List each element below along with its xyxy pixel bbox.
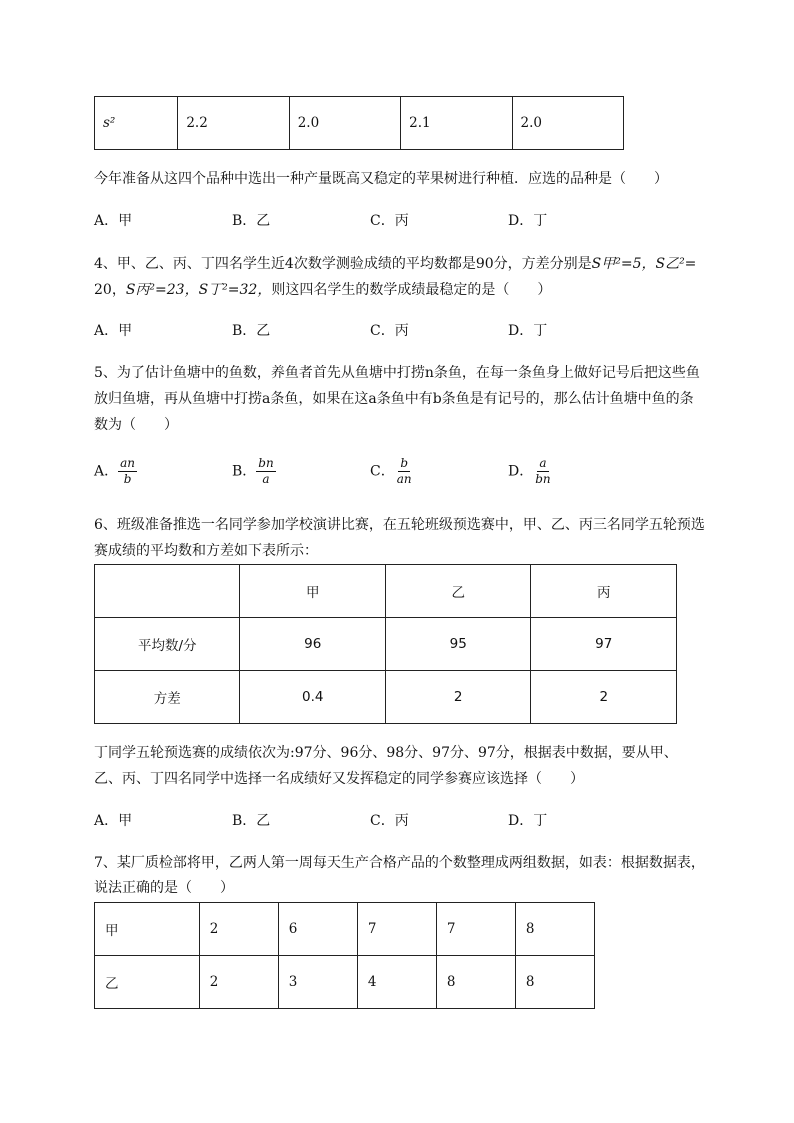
option-label: C． (370, 463, 395, 480)
q6-after-line1: 丁同学五轮预选赛的成绩依次为:97分、96分、98分、97分、97分，根据表中数据，要从甲、 (94, 745, 678, 761)
q6-option-a[interactable]: A．甲 (94, 813, 133, 829)
table-cell: 8 (515, 956, 594, 1009)
table-row (95, 903, 595, 956)
q3-option-c[interactable]: C．丙 (370, 213, 409, 229)
numerator: b (400, 456, 408, 470)
table-row (95, 671, 677, 724)
table-cell: 乙 (95, 956, 200, 1009)
numerator: an (120, 456, 136, 470)
table-cell: 3 (278, 956, 357, 1009)
q5-option-c[interactable] (370, 456, 414, 487)
q6-after-line2: 乙、丙、丁四名同学中选择一名成绩好又发挥稳定的同学参赛应该选择（ ） (94, 771, 584, 787)
table-cell: 97 (531, 618, 677, 671)
table-cell: 丙 (531, 565, 677, 618)
table-header-row (95, 565, 677, 618)
q6-option-b[interactable]: B．乙 (232, 813, 271, 829)
option-label: A． (94, 463, 119, 480)
table-cell: 2 (385, 671, 530, 724)
q6-score-table (94, 564, 677, 724)
table-cell: 2 (199, 956, 278, 1009)
q3-option-b[interactable]: B．乙 (232, 213, 271, 229)
table-cell: 方差 (95, 671, 240, 724)
table-cell: 7 (436, 903, 515, 956)
table-cell: s² (95, 97, 178, 150)
denominator: b (123, 472, 132, 486)
q3-option-d[interactable]: D．丁 (508, 213, 548, 229)
table-cell: 8 (515, 903, 594, 956)
denominator: a (262, 472, 270, 486)
fraction (533, 456, 552, 487)
table-cell (95, 565, 240, 618)
q4-option-a[interactable]: A．甲 (94, 323, 133, 339)
q6-option-d[interactable]: D．丁 (508, 813, 548, 829)
table-cell: 2.0 (512, 97, 623, 150)
q4-s-jia: S甲²=5， (591, 256, 656, 272)
option-label: D． (508, 463, 534, 480)
q4-option-b[interactable]: B．乙 (232, 323, 271, 339)
fraction (256, 456, 275, 487)
q6-option-c[interactable]: C．丙 (370, 813, 409, 829)
q5-line2: 放归鱼塘，再从鱼塘中打捞a条鱼，如果在这a条鱼中有b条鱼是有记号的，那么估计鱼塘中鱼的条 (94, 391, 694, 407)
q5-option-b[interactable] (232, 456, 276, 487)
q4-line2 (94, 277, 754, 303)
table-cell: 甲 (95, 903, 200, 956)
numerator: a (539, 456, 547, 470)
table-cell: 95 (385, 618, 530, 671)
q3-question-tail: 今年准备从这四个品种中选出一种产量既高又稳定的苹果树进行种植．应选的品种是（ ） (94, 171, 668, 187)
q4-text: 则这四名学生的数学成绩最稳定的是（ ） (271, 282, 552, 298)
table-row (95, 618, 677, 671)
q5-line3: 数为（ ） (94, 417, 178, 433)
q3-option-a[interactable]: A．甲 (94, 213, 133, 229)
table-cell: 96 (240, 618, 386, 671)
table-row (95, 97, 624, 150)
table-cell: 平均数/分 (95, 618, 240, 671)
table-cell: 2 (531, 671, 677, 724)
numerator: bn (258, 456, 274, 470)
q5-line1: 5、为了估计鱼塘中的鱼数，养鱼者首先从鱼塘中打捞n条鱼，在每一条鱼身上做好记号后把这些鱼 (94, 365, 700, 381)
denominator: bn (535, 472, 551, 486)
fraction (118, 456, 137, 487)
table-cell: 乙 (385, 565, 530, 618)
variance-table-top (94, 96, 624, 150)
q7-line1: 7、某厂质检部将甲，乙两人第一周每天生产合格产品的个数整理成两组数据，如表：根据数据表， (94, 855, 705, 871)
q5-option-d[interactable] (508, 456, 553, 487)
table-cell: 6 (278, 903, 357, 956)
q4-line1 (94, 251, 754, 277)
q4-option-c[interactable]: C．丙 (370, 323, 409, 339)
q7-line2: 说法正确的是（ ） (94, 880, 234, 896)
q6-line1: 6、班级准备推选一名同学参加学校演讲比赛，在五轮班级预选赛中，甲、乙、丙三名同学五轮预选 (94, 517, 705, 533)
table-cell: 2 (199, 903, 278, 956)
table-cell: 8 (436, 956, 515, 1009)
denominator: an (396, 472, 412, 486)
q4-option-d[interactable]: D．丁 (508, 323, 548, 339)
q6-line2: 赛成绩的平均数和方差如下表所示： (94, 543, 318, 559)
table-cell: 0.4 (240, 671, 386, 724)
table-cell: 2.0 (289, 97, 400, 150)
option-label: B． (232, 463, 257, 480)
q7-data-table (94, 902, 595, 1009)
q4-s-yi: S乙²= (655, 256, 697, 272)
table-cell: 2.2 (178, 97, 289, 150)
q5-option-a[interactable] (94, 456, 137, 487)
table-cell: 4 (357, 956, 436, 1009)
q4-text: 20， (94, 282, 126, 298)
q4-s-ding: S丁²=32， (198, 282, 272, 298)
table-cell: 甲 (240, 565, 386, 618)
table-row (95, 956, 595, 1009)
q4-text: 4、甲、乙、丙、丁四名学生近4次数学测验成绩的平均数都是90分，方差分别是 (94, 256, 592, 272)
table-cell: 7 (357, 903, 436, 956)
table-cell: 2.1 (401, 97, 512, 150)
fraction (395, 456, 414, 487)
q4-s-bing: S丙²=23， (125, 282, 199, 298)
